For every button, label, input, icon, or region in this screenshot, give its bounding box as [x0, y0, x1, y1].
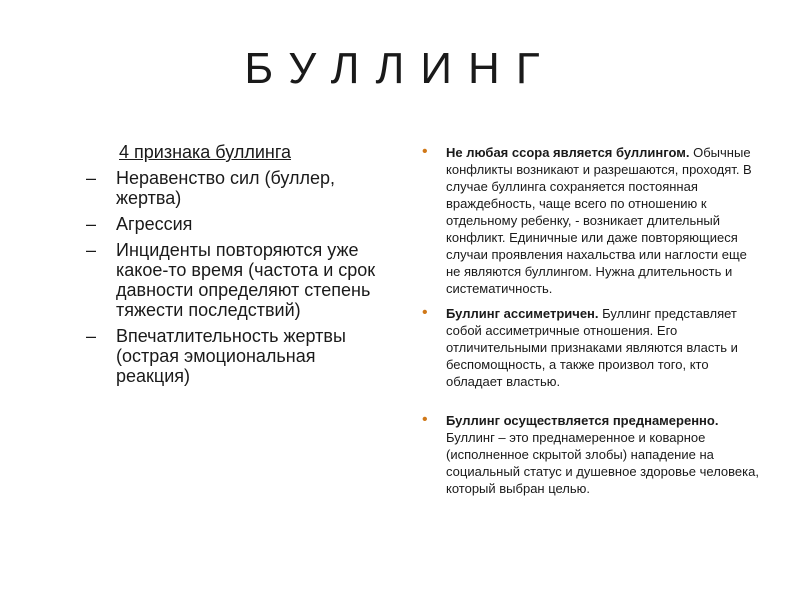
signs-list [86, 168, 386, 386]
list-item [420, 412, 760, 497]
list-item [86, 168, 386, 208]
bullet-dot-icon: • [422, 143, 428, 160]
list-item [86, 326, 386, 386]
signs-heading: 4 признака буллинга [119, 142, 292, 162]
list-item-text: Впечатлительность жертвы (острая эмоциональная реакция) [116, 326, 346, 386]
explanations-list [420, 144, 760, 497]
dash-bullet-icon: – [86, 240, 97, 260]
dash-bullet-icon: – [86, 326, 97, 346]
list-item [420, 144, 760, 297]
list-item [420, 305, 760, 390]
dash-bullet-icon: – [86, 168, 97, 188]
left-column [86, 142, 386, 392]
list-item-text: Агрессия [116, 214, 193, 234]
item-text: Обычные конфликты возникают и разрешаются, проходят. В случае буллинга сохраняется постоянная враждебность, чаще всего по отношению к отдельному ребенку, - возникает длительный конфликт. Единичные или даже повторяющиеся случаи проявления нахальства или наглости еще не являются буллингом. Нужна длительность и систематичность. [446, 145, 752, 296]
item-text: Буллинг – это преднамеренное и коварное (исполненное скрытой злобы) нападение на социальный статус и душевное здоровье человека, который выбран целью. [446, 430, 759, 496]
bullet-dot-icon: • [422, 411, 428, 428]
list-item-text: Неравенство сил (буллер, жертва) [116, 168, 336, 208]
list-item [86, 240, 386, 320]
dash-bullet-icon: – [86, 214, 97, 234]
item-lead: Не любая ссора является буллингом. [446, 145, 690, 160]
right-column [420, 144, 760, 497]
item-text: Буллинг представляет собой ассиметричные отношения. Его отличительными признаками являются власть и беспомощность, а также произвол того, кто обладает властью. [446, 306, 738, 389]
item-lead: Буллинг осуществляется преднамеренно. [446, 413, 719, 428]
bullet-dot-icon: • [422, 304, 428, 321]
item-lead: Буллинг ассиметричен. [446, 306, 599, 321]
list-item-text: Инциденты повторяются уже какое-то время (частота и срок давности определяют степень тяжести последствий) [116, 240, 376, 320]
list-item [86, 214, 386, 234]
slide-title: БУЛЛИНГ [244, 44, 556, 93]
